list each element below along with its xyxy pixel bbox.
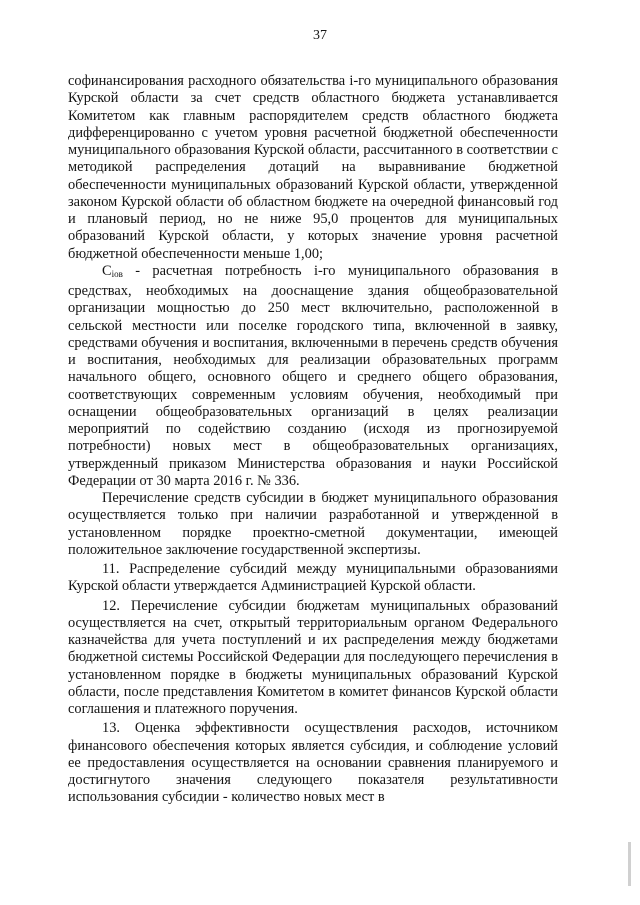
paragraph-cofinancing-level: софинансирования расходного обязательства i-го муниципального образования Курской области за счет средств областного бюджета устанавливается Комитетом как главным распорядителем средств областного бюджета дифференцированно с учетом уровня расчетной бюджетной обеспеченности муниципального образования Курской области, рассчитанного в соответствии с методикой распределения дотаций на выравнивание бюджетной обеспеченности муниципальных образований Курской области, утвержденной законом Курской области об областном бюджете на очередной финансовый год и плановый период, но не ниже 95,0 процентов для муниципальных образований Курской области, у которых значение уровня расчетной бюджетной обеспеченности меньше 1,00; [68,73,558,262]
paragraph-ciov-definition [68,263,558,490]
formula-symbol: C [102,262,112,279]
paragraph-transfer-condition: Перечисление средств субсидии в бюджет муниципального образования осуществляется только при наличии разработанной и утвержденной в установленном порядке проектно-сметной документации, имеющей положительное заключение государственной экспертизы. [68,490,558,558]
paragraph-item-12: 12. Перечисление субсидии бюджетам муниципальных образований осуществляется на счет, открытый территориальным органом Федерального казначейства для учета поступлений и их распределения между бюджетами бюджетной системы Российской Федерации для последующего перечисления в установленном порядке в бюджеты муниципальных образований Курской области, после представления Комитетом в комитет финансов Курской области соглашения и платежного поручения. [68,597,558,717]
scan-edge-mark [628,842,631,886]
paragraph-item-13: 13. Оценка эффективности осуществления расходов, источником финансового обеспечения которых является субсидия, и соблюдение условий ее предоставления осуществляется на основании сравнения планируемого и достигнутого значения следующего показателя результативности использования субсидии - количество новых мест в [68,720,558,806]
paragraph-item-11: 11. Распределение субсидий между муниципальными образованиями Курской области утверждается Администрацией Курской области. [68,561,558,595]
formula-subscript: iов [111,268,123,279]
page-number: 37 [313,28,327,43]
definition-text: - расчетная потребность i-го муниципального образования в средствах, необходимых на дооснащение здания общеобразовательной организации мощностью до 250 мест включительно, расположенной в сельской местности или поселке городского типа, включенной в заявку, средствами обучения и воспитания, включенными в перечень средств обучения и воспитания, необходимых для реализации образовательных программ начального общего, основного общего и среднего общего образования, соответствующих современным условиям обучения, необходимый при оснащении общеобразовательных организаций в целях реализации мероприятий по содействию созданию (исходя из прогнозируемой потребности) новых мест в общеобразовательных организациях, утвержденный приказом Министерства образования и науки Российской Федерации от 30 марта 2016 г. № 336. [68,262,558,489]
document-body [68,73,558,807]
